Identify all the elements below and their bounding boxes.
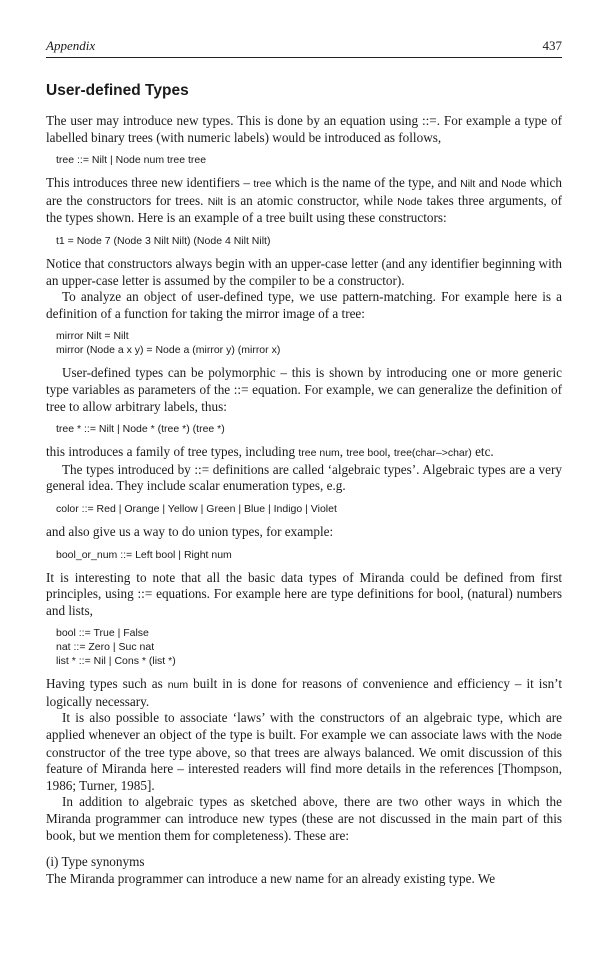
code-line: t1 = Node 7 (Node 3 Nilt Nilt) (Node 4 Nilt Nilt) bbox=[56, 234, 271, 247]
paragraph: To analyze an object of user-defined type, we use pattern-matching. For example here is a definition of a function for taking the mirror image of a tree: bbox=[46, 289, 562, 321]
paragraph: this introduces a family of tree types, including tree num, tree bool, tree(char–>char) etc. bbox=[46, 444, 494, 460]
code-block bbox=[46, 329, 562, 357]
code-line: tree * ::= Nilt | Node * (tree *) (tree *) bbox=[56, 423, 225, 436]
paragraph: Notice that constructors always begin with an upper-case letter (and any identifier beginning with an upper-case letter is assumed by the compiler to be a constructor). bbox=[46, 255, 562, 288]
subsection-heading: (i) Type synonyms bbox=[46, 854, 145, 870]
paragraph: The types introduced by ::= definitions are called ‘algebraic types’. Algebraic types are a very general idea. They include scalar enumeration types, e.g. bbox=[46, 461, 562, 494]
code-block bbox=[46, 626, 562, 668]
code-line: bool_or_num ::= Left bool | Right num bbox=[56, 548, 232, 561]
code-line: mirror Nilt = Nilt bbox=[56, 330, 129, 343]
code-line: mirror (Node a x y) = Node a (mirror y) (mirror x) bbox=[56, 344, 281, 357]
code-line: color ::= Red | Orange | Yellow | Green | Blue | Indigo | Violet bbox=[56, 502, 337, 515]
paragraph: The Miranda programmer can introduce a new name for an already existing type. We bbox=[46, 870, 496, 886]
section-heading: User-defined Types bbox=[46, 82, 189, 99]
section-title: Appendix bbox=[46, 38, 96, 53]
paragraph: and also give us a way to do union types, for example: bbox=[46, 523, 334, 539]
paragraph: Having types such as num built in is done for reasons of convenience and efficiency – it isn’t logically necessary. bbox=[46, 676, 562, 709]
code-line: tree ::= Nilt | Node num tree tree bbox=[56, 154, 207, 167]
paragraph: It is also possible to associate ‘laws’ with the constructors of an algebraic type, which are applied whenever an object of the type is built. For example we can associate laws with the Node constructor of the tree type above, so that trees are always balanced. We omit discussion of this feature of Miranda here – interested readers will find more details in the references [Thompson, 1986; Turner, 1985]. bbox=[46, 710, 562, 793]
code-line: list * ::= Nil | Cons * (list *) bbox=[56, 655, 176, 668]
running-header bbox=[46, 38, 562, 54]
paragraph: User-defined types can be polymorphic – this is shown by introducing one or more generic type variables as parameters of the ::= equation. For example, we can generalize the definition of tree to allow arbitrary labels, thus: bbox=[46, 365, 562, 414]
body-text bbox=[46, 113, 562, 887]
paragraph: In addition to algebraic types as sketched above, there are two other ways in which the Miranda programmer can introduce new types (these are not discussed in the main part of this book, but we mention them for completeness). These are: bbox=[46, 794, 562, 843]
paragraph: This introduces three new identifiers – tree which is the name of the type, and Nilt and Node which are the constructors for trees. Nilt is an atomic constructor, while Node takes three arguments, of the types shown. Here is an example of a tree built using these constructors: bbox=[46, 175, 562, 226]
code-line: bool ::= True | False bbox=[56, 627, 149, 640]
paragraph: The user may introduce new types. This is done by an equation using ::=. For example a type of labelled binary trees (with numeric labels) would be introduced as follows, bbox=[46, 113, 562, 145]
header-rule bbox=[46, 57, 562, 58]
page-number: 437 bbox=[542, 38, 562, 53]
code-line: nat ::= Zero | Suc nat bbox=[56, 641, 155, 654]
paragraph: It is interesting to note that all the basic data types of Miranda could be defined from first principles, using ::= equations. For example here are type definitions for bool, (natural) numbers and lists, bbox=[46, 569, 562, 618]
